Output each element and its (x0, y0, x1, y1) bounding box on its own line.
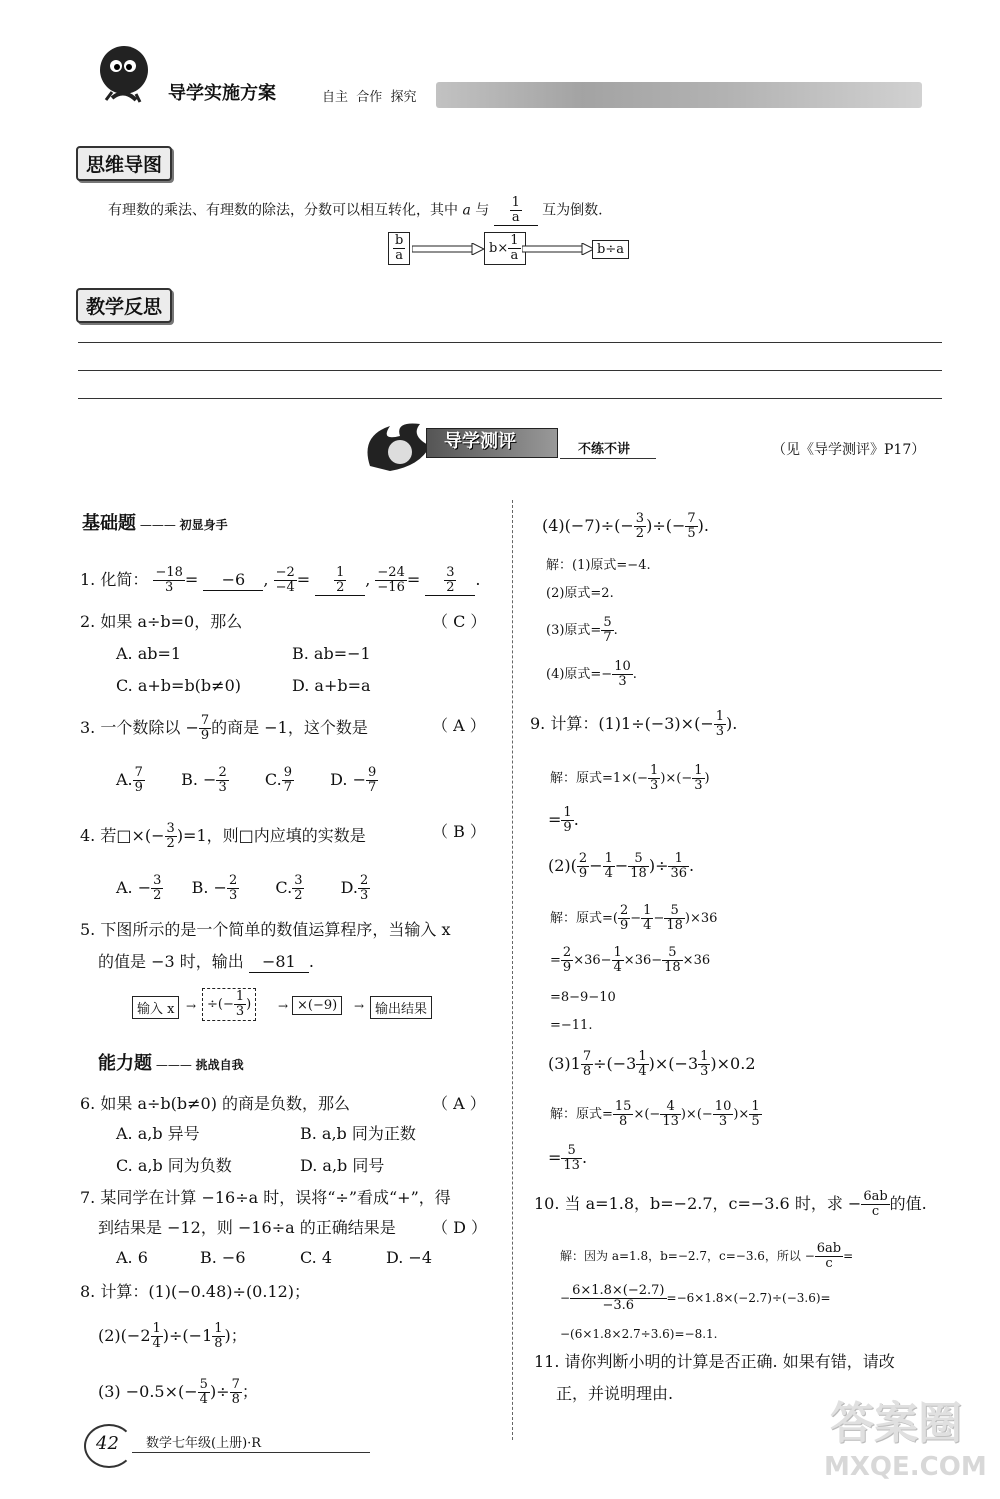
option-a: A. 6 (116, 1248, 148, 1267)
option-a: A. ab=1 (116, 644, 182, 663)
answer-blank: −6 (203, 570, 263, 591)
question-8-part4: (4)(−7)÷(− $\frac{3}{2}$ )÷(− $\frac{7}{5}$ ). (542, 511, 709, 541)
question-1: 1. 化简： $\frac{-18}{3}$ = −6 , $\frac{-2}{-4}$ = $\frac{1}{2}$ , $\frac{-24}{-16}$ = $\frac{3}{2}$ . (80, 565, 481, 595)
solution-line: 解：原式=( $\frac{2}{9}$ − $\frac{1}{4}$ − $\frac{5}{18}$ )×36 (550, 903, 718, 933)
header-title: 导学实施方案 (168, 83, 276, 104)
option-c: C. a+b=b(b≠0) (116, 676, 241, 695)
option-b: B. a,b 同为正数 (300, 1124, 416, 1143)
ability-tag: 能力题 ——— 挑战自我 (98, 1053, 244, 1074)
question-3: 3. 一个数除以 − $\frac{7}{9}$ 的商是 −1，这个数是 (80, 713, 368, 743)
solution-line: = $\frac{5}{13}$ . (548, 1143, 588, 1173)
page-number: 42 (96, 1433, 119, 1454)
mindmap-box-fraction: $\frac{b}{a}$ (388, 232, 410, 265)
answer-choice: （ B ） (432, 822, 486, 841)
solution-line: 解：因为 a=1.8，b=−2.7，c=−3.6，所以 − $\frac{6ab}{c}$ = (560, 1241, 854, 1271)
solution-line: = $\frac{2}{9}$ ×36− $\frac{1}{4}$ ×36− $\frac{5}{18}$ ×36 (550, 945, 711, 975)
option-row: A. $\frac{7}{9}$ B. − $\frac{2}{3}$ C. $\frac{9}{7}$ D. − $\frac{9}{7}$ (116, 765, 377, 795)
book-title: 数学七年级(上册)·R (146, 1436, 262, 1451)
flow-box-output: 输出结果 (370, 996, 432, 1019)
question-8-part3: (3) −0.5×(− $\frac{5}{4}$ )÷ $\frac{7}{8}$ ； (98, 1377, 258, 1407)
mindmap-sentence: 有理数的乘法、有理数的除法，分数可以相互转化，其中 a 与 $\frac{1}{a}$ 互为倒数. (108, 195, 603, 225)
question-9-part2: (2)( $\frac{2}{9}$ − $\frac{1}{4}$ − $\frac{5}{18}$ )÷ $\frac{1}{36}$ . (548, 851, 695, 881)
mindmap-tag: 思维导图 (76, 146, 172, 181)
solution-line: =8−9−10 (550, 990, 616, 1005)
mindmap-box-multiply: b× $\frac{1}{a}$ (484, 232, 526, 265)
question-2: 2. 如果 a÷b=0，那么 (80, 612, 243, 631)
option-d: D. a,b 同号 (300, 1156, 385, 1175)
answer-blank: $\frac{3}{2}$ (425, 566, 475, 596)
header-subtitle: 自主 合作 探究 (322, 90, 417, 105)
question-7: 7. 某同学在计算 −16÷a 时，误将“÷”看成“+”，得 (80, 1188, 451, 1207)
header-bar (436, 82, 922, 108)
solution-line: =−11. (550, 1018, 593, 1033)
question-5: 5. 下图所示的是一个简单的数值运算程序，当输入 x (80, 920, 451, 939)
test-banner-slogan: 不练不讲 (578, 442, 631, 457)
solution-line: 解：原式=1×(− $\frac{1}{3}$ )×(− $\frac{1}{3}$ ) (550, 763, 710, 793)
answer-choice: （ A ） (432, 716, 486, 735)
writing-line (78, 398, 942, 399)
answer-blank: −81 (249, 952, 309, 973)
arrow-right-icon (412, 243, 484, 255)
question-8: 8. 计算：(1)(−0.48)÷(0.12)； (80, 1282, 311, 1301)
question-6: 6. 如果 a÷b(b≠0) 的商是负数，那么 (80, 1094, 351, 1113)
question-8-part2: (2)(−2 $\frac{1}{4}$ )÷(−1 $\frac{1}{8}$ )； (98, 1321, 247, 1351)
page-number-swirl (84, 1424, 134, 1468)
watermark-url: MXQE.COM (824, 1452, 987, 1482)
solution-line: 解：(1)原式=−4. (546, 558, 651, 573)
option-c: C. 4 (300, 1248, 333, 1267)
flow-box-multiply: ×(−9) (292, 996, 342, 1015)
question-10: 10. 当 a=1.8，b=−2.7，c=−3.6 时，求 − $\frac{6ab}{c}$ 的值. (534, 1189, 927, 1219)
question-9: 9. 计算：(1)1÷(−3)×(− $\frac{1}{3}$ ). (530, 709, 738, 739)
answer-choice: （ D ） (432, 1218, 488, 1237)
test-ref: （见《导学测评》P17） (772, 442, 926, 458)
answer-choice: （ C ） (432, 612, 487, 631)
question-9-part3: (3)1 $\frac{7}{8}$ ÷(−3 $\frac{1}{4}$ )×(−3 $\frac{1}{3}$ )×0.2 (548, 1049, 756, 1079)
solution-line: = $\frac{1}{9}$ . (548, 805, 579, 835)
flow-box-divide: ÷(− $\frac{1}{3}$ ) (202, 988, 256, 1021)
answer-choice: （ A ） (432, 1094, 486, 1113)
arrow-right-icon (522, 243, 594, 255)
flow-arrow-icon: → (354, 999, 365, 1013)
reflection-tag: 教学反思 (76, 288, 172, 323)
test-banner-title: 导学测评 (444, 431, 516, 452)
option-a: A. a,b 异号 (116, 1124, 200, 1143)
basic-tag: 基础题 ——— 初显身手 (82, 513, 228, 534)
option-b: B. −6 (200, 1248, 246, 1267)
watermark-cn: 答案圈 (830, 1398, 962, 1449)
question-5-line2: 的值是 −3 时，输出 −81 . (98, 952, 314, 971)
question-4: 4. 若□×(− $\frac{3}{2}$ )=1，则□内应填的实数是 (80, 821, 366, 851)
solution-line: − $\frac{6\times 1.8\times(-2.7)}{-3.6}$ =−6×1.8×(−2.7)÷(−3.6)= (560, 1283, 831, 1313)
mascot-icon (92, 40, 162, 110)
option-d: D. a+b=a (292, 676, 371, 695)
question-11-line2: 正，并说明理由. (556, 1384, 674, 1403)
option-row: A. − $\frac{3}{2}$ B. − $\frac{2}{3}$ C. $\frac{3}{2}$ D. $\frac{2}{3}$ (116, 873, 369, 903)
solution-line: −(6×1.8×2.7÷3.6)=−8.1. (560, 1327, 718, 1341)
answer-blank: $\frac{1}{2}$ (315, 566, 365, 596)
solution-line: (4)原式=− $\frac{10}{3}$ . (546, 659, 637, 689)
solution-line: (2)原式=2. (546, 586, 614, 601)
option-b: B. ab=−1 (292, 644, 371, 663)
writing-line (78, 342, 942, 343)
mascot-logo (92, 40, 162, 110)
column-divider (512, 500, 514, 1440)
mindmap-box-divide: b÷a (592, 240, 629, 259)
question-7-line2: 到结果是 −12，则 −16÷a 的正确结果是 (98, 1218, 396, 1237)
option-d: D. −4 (386, 1248, 433, 1267)
question-11: 11. 请你判断小明的计算是否正确. 如果有错，请改 (534, 1352, 895, 1371)
footer-rule (132, 1452, 370, 1453)
mindmap-answer-blank: $\frac{1}{a}$ (494, 196, 538, 226)
solution-line: 解：原式= $\frac{15}{8}$ ×(− $\frac{4}{13}$ )×(− $\frac{10}{3}$ )× $\frac{1}{5}$ (550, 1099, 760, 1129)
banner-underline (560, 458, 656, 459)
writing-line (78, 370, 942, 371)
option-c: C. a,b 同为负数 (116, 1156, 232, 1175)
flow-arrow-icon: → (186, 999, 197, 1013)
flow-box-input: 输入 x (132, 996, 179, 1019)
solution-line: (3)原式= $\frac{5}{7}$ . (546, 615, 618, 645)
flow-arrow-icon: → (278, 999, 289, 1013)
